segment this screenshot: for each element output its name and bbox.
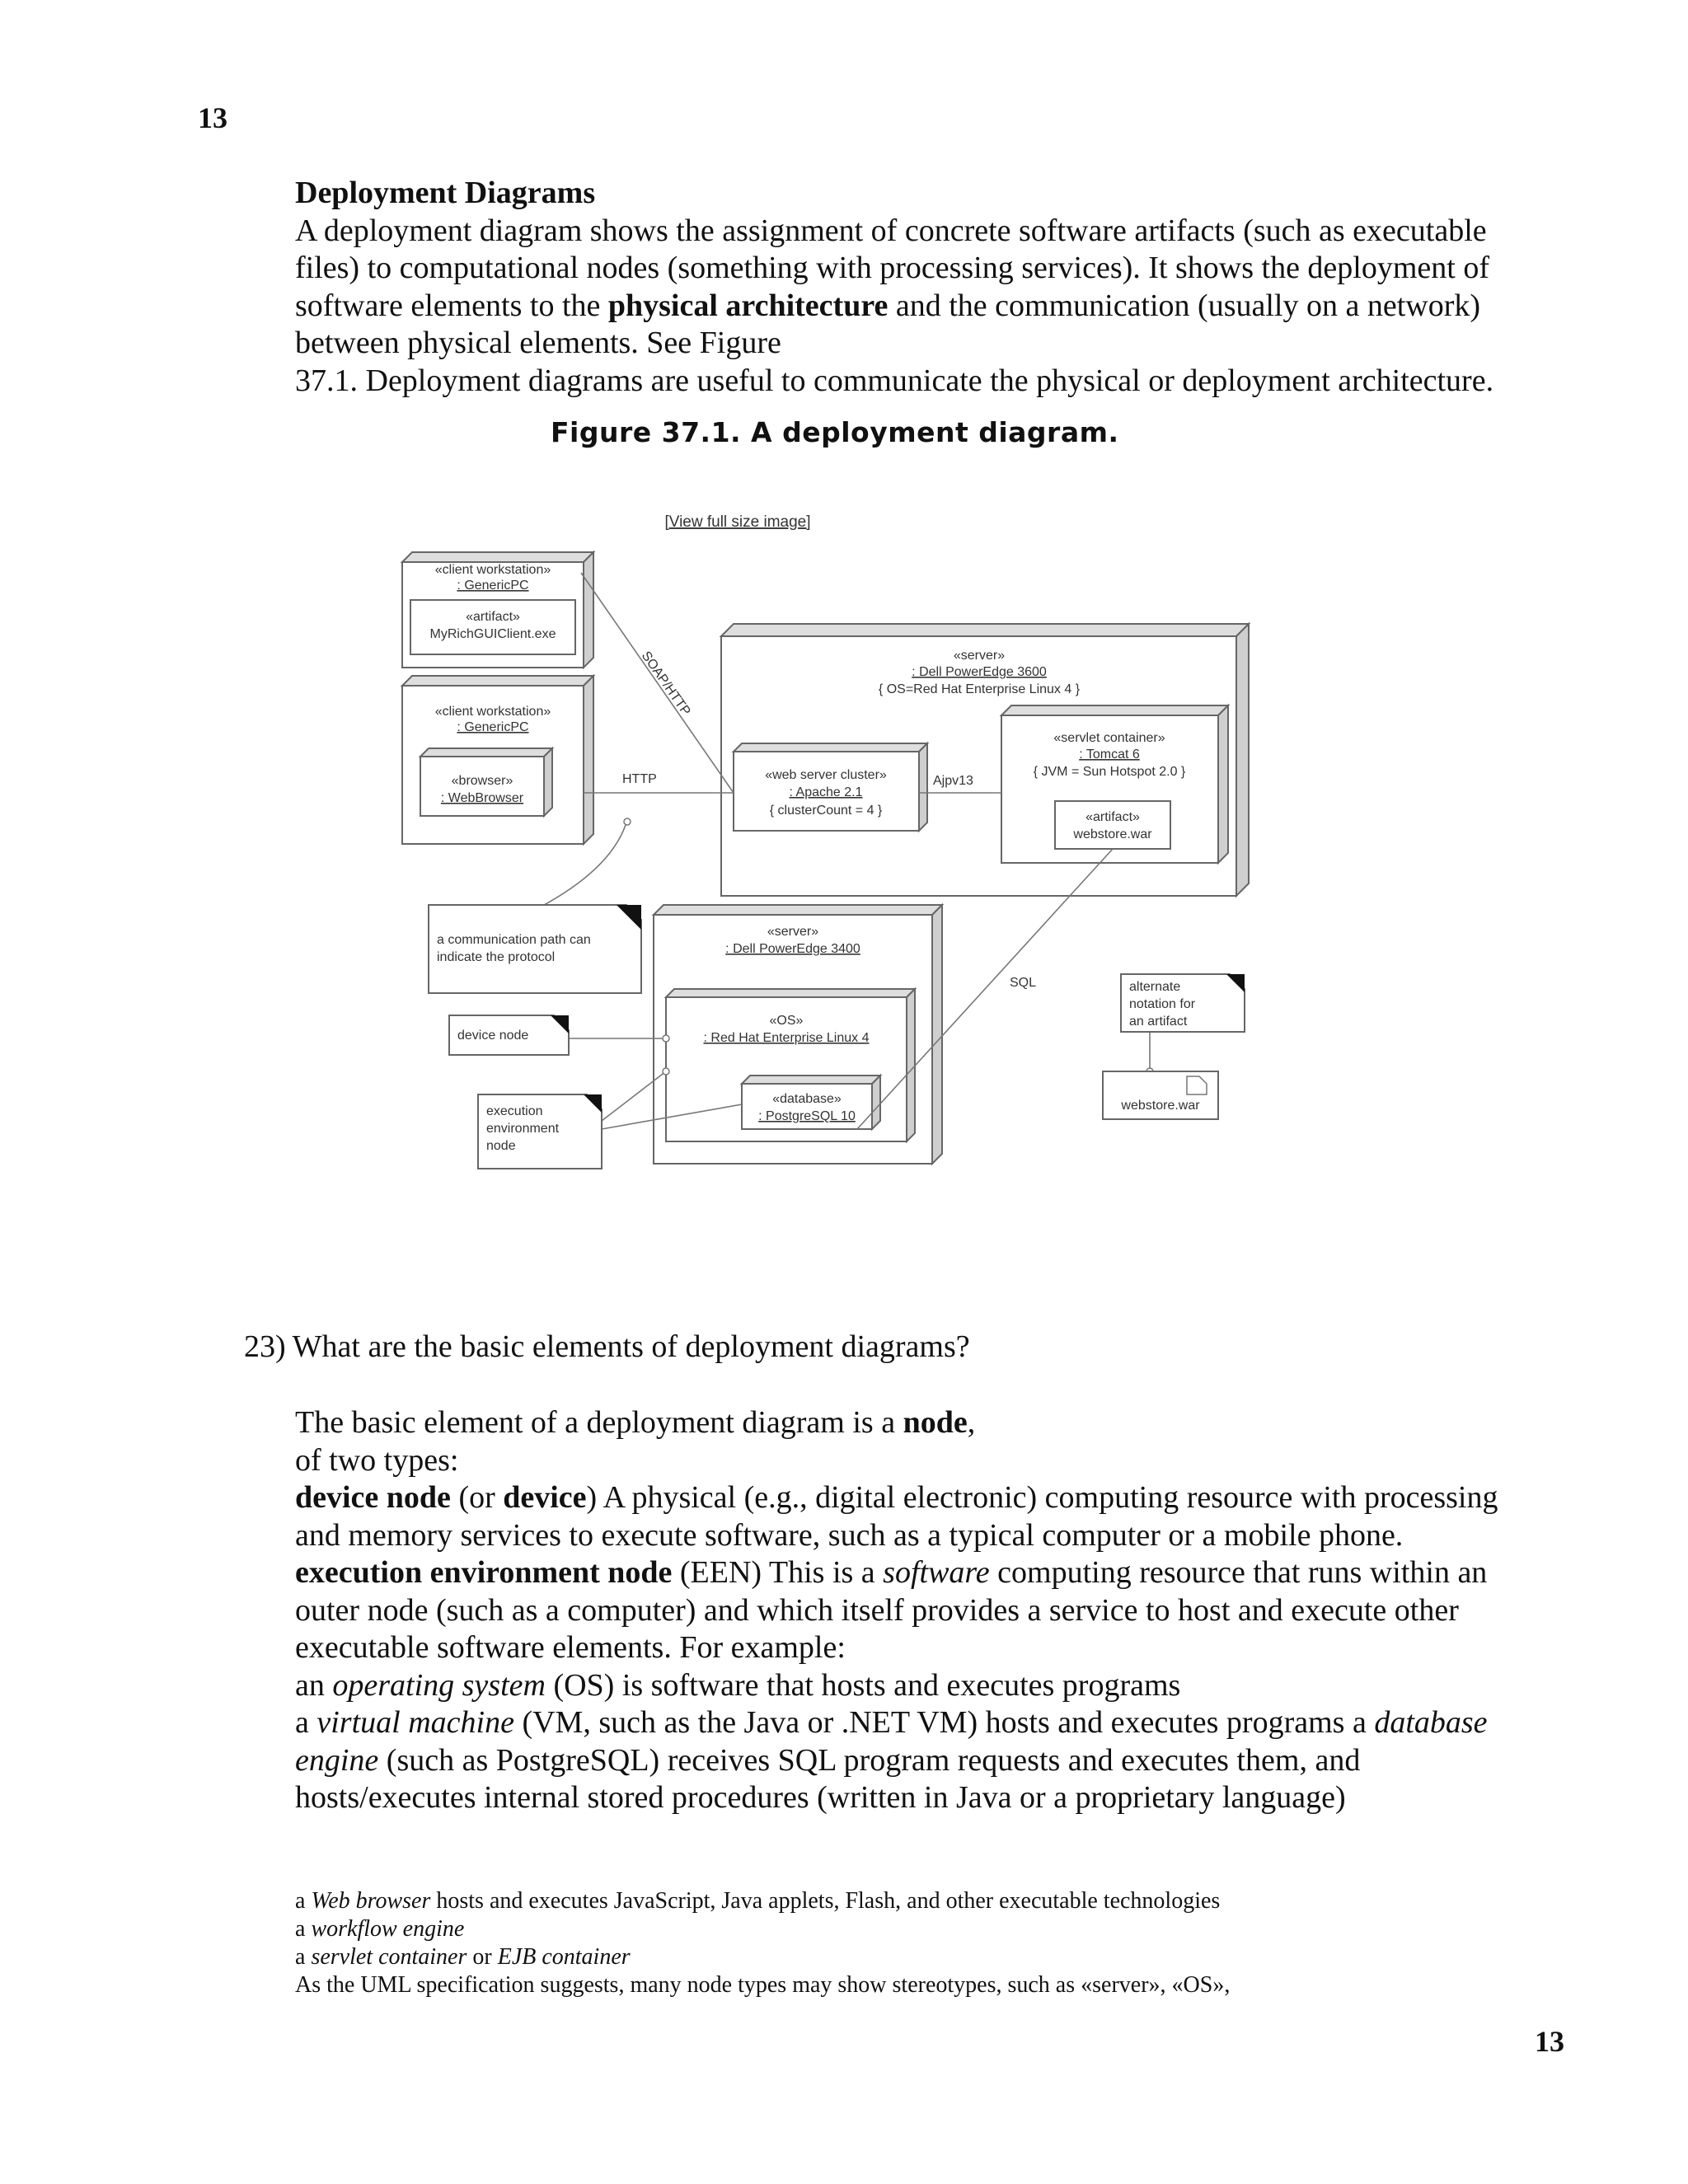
node-constraint: { JVM = Sun Hotspot 2.0 } [1033,765,1186,779]
note-line: environment [486,1122,560,1136]
bold-term: device [503,1480,587,1515]
artifact-name: MyRichGUIClient.exe [429,627,556,641]
italic-term: virtual machine [316,1705,514,1740]
intro-line [295,288,1647,326]
servlet-container-node [1001,705,1228,863]
italic-term: engine [295,1742,379,1778]
text-run: (such as PostgreSQL) receives SQL program requests and executes them, and [378,1742,1361,1778]
intro-section [295,175,1647,400]
answer-line: outer node (such as a computer) and which itself provides a service to host and execute other [295,1592,1459,1628]
italic-term: database [1374,1705,1488,1740]
figure-caption: Figure 37.1. A deployment diagram. [551,416,1119,448]
browser-name: : WebBrowser [440,791,524,805]
node-constraint: { clusterCount = 4 } [769,804,883,818]
node-name: : PostgreSQL 10 [758,1109,856,1123]
bold-term: node [903,1405,968,1440]
question-text: What are the basic elements of deployment diagrams? [292,1329,970,1364]
note-line: alternate [1129,980,1181,994]
footer-line [295,1943,1230,1971]
intro-line: between physical elements. See Figure [295,326,781,360]
intro-line: 37.1. Deployment diagrams are useful to communicate the physical or deployment architecture. [295,363,1494,398]
node-constraint: { OS=Red Hat Enterprise Linux 4 } [878,682,1081,696]
answer-line [295,1554,1647,1592]
database-node [742,1076,880,1129]
node-name: : Red Hat Enterprise Linux 4 [703,1031,870,1045]
answer-line [295,1704,1647,1742]
protocol-label-soap: SOAP/HTTP [638,649,693,719]
text-run: an [295,1667,333,1703]
node-stereotype: «server» [953,649,1006,663]
text-run: (VM, such as the Java or .NET VM) hosts and executes programs a [513,1705,1375,1740]
note-text: device node [457,1029,529,1043]
text-run: or [467,1944,498,1970]
italic-term: operating system [332,1667,546,1703]
artifact-file-box [1103,1071,1218,1119]
view-full-size-link[interactable]: [View full size image] [664,513,811,531]
web-server-cluster-node [734,743,927,831]
answer-line: hosts/executes internal stored procedures (written in Java or a proprietary language) [295,1780,1346,1815]
node-stereotype: «web server cluster» [765,768,887,782]
text-run: software elements to the [295,288,608,323]
node-stereotype: «server» [767,925,819,939]
artifact-name: webstore.war [1073,827,1152,841]
bold-term: physical architecture [607,288,889,323]
note-line: indicate the protocol [437,950,556,964]
answer-line [295,1404,1647,1442]
note-communication-path [429,905,641,993]
artifact-name: webstore.war [1121,1099,1200,1113]
node-stereotype: «client workstation» [434,705,551,719]
deployment-diagram [363,494,1302,1203]
node-stereotype: «OS» [769,1014,804,1028]
text-run: (OS) is software that hosts and executes programs [545,1667,1181,1703]
protocol-label-ajp: Ajpv13 [933,774,973,788]
page-number-top: 13 [198,101,227,134]
note-line: an artifact [1129,1015,1188,1029]
text-run: hosts and executes JavaScript, Java applets, Flash, and other executable technologies [430,1888,1221,1914]
text-run: The basic element of a deployment diagram is a [295,1405,903,1440]
protocol-label-http: HTTP [622,772,657,786]
note-alternate-notation [1121,974,1245,1032]
intro-line: A deployment diagram shows the assignment of concrete software artifacts (such as executable [295,213,1487,248]
text-run: a [295,1705,317,1740]
artifact-box [1055,801,1170,849]
text-run: a [295,1944,312,1970]
text-run: and the communication (usually on a network) [888,288,1481,323]
intro-line: files) to computational nodes (something with processing services). It shows the deployment of [295,251,1489,285]
note-line: node [486,1139,516,1153]
answer-section [295,1404,1647,1817]
question-23 [244,1329,970,1365]
answer-line [295,1742,1647,1780]
italic-term: servlet container [311,1944,467,1970]
note-line: notation for [1129,997,1196,1011]
node-stereotype: «database» [772,1092,842,1106]
protocol-label-sql: SQL [1010,976,1037,990]
artifact-stereotype: «artifact» [466,610,520,624]
text-run: , [967,1405,976,1440]
node-stereotype: «client workstation» [434,563,551,577]
node-name: : Dell PowerEdge 3600 [912,665,1047,679]
note-device-node [449,1015,569,1055]
artifact-stereotype: «artifact» [1085,810,1140,824]
node-name: : Dell PowerEdge 3400 [725,942,860,956]
italic-term: workflow engine [311,1916,465,1942]
answer-line: executable software elements. For example: [295,1630,846,1665]
answer-line: and memory services to execute software, such as a typical computer or a mobile phone. [295,1517,1404,1553]
text-run: (EEN) This is a [672,1555,884,1590]
answer-line [295,1479,1647,1517]
node-name: : GenericPC [457,579,529,593]
italic-term: EJB container [497,1944,631,1970]
italic-term: software [883,1555,990,1590]
italic-term: Web browser [311,1888,431,1914]
node-name: : Tomcat 6 [1079,748,1140,762]
bold-term: execution environment node [295,1555,673,1590]
footer-line [295,1915,1230,1943]
text-run: a [295,1888,312,1914]
node-name: : GenericPC [457,720,529,734]
text-run: computing resource that runs within an [989,1555,1488,1590]
node-name: : Apache 2.1 [789,785,863,799]
footer-line: As the UML specification suggests, many node types may show stereotypes, such as «server», «OS», [295,1972,1231,1998]
footer-line [295,1887,1230,1915]
note-line: a communication path can [437,933,591,947]
page-number-bottom: 13 [1535,2025,1564,2058]
answer-line [295,1667,1647,1705]
answer-line: of two types: [295,1442,459,1478]
text-run: a [295,1916,312,1942]
text-run: (or [450,1480,504,1515]
note-line: execution [486,1104,543,1118]
node-stereotype: «servlet container» [1053,731,1165,745]
bold-term: device node [295,1480,451,1515]
section-heading: Deployment Diagrams [295,176,596,210]
note-execution-environment-node [478,1094,602,1169]
browser-stereotype: «browser» [451,774,513,788]
client-workstation-node-1 [402,552,593,668]
footer-notes [295,1887,1230,1999]
text-run: ) A physical (e.g., digital electronic) computing resource with processing [586,1480,1498,1515]
client-workstation-node-2 [402,676,593,844]
question-number: 23) [244,1329,286,1364]
